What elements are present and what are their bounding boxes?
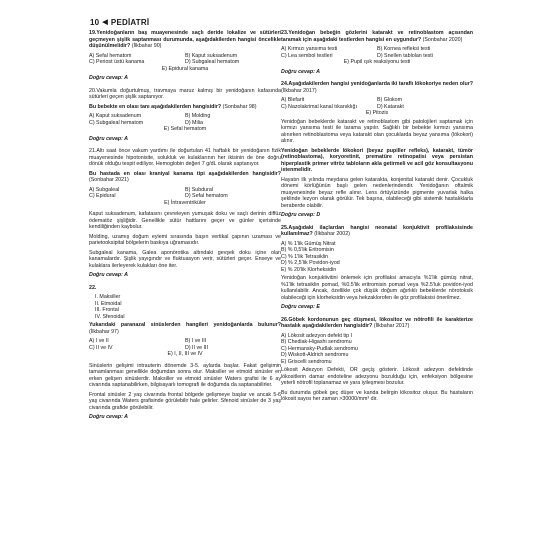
options: [281, 333, 473, 366]
page-header: [90, 16, 500, 28]
option-e: E) Griscelli sendromu: [281, 358, 332, 365]
options: [89, 53, 281, 73]
option-c: C) Subgaleal hematom: [89, 119, 144, 126]
question-text: Bu hastada en olası kraniyal kanama tipi aşağıdakilerden hangisidir?: [89, 170, 281, 177]
list-item: IV. Sfenoidal: [95, 313, 125, 320]
option-b: B) Kornea refleksi testi: [377, 46, 431, 52]
question-source: (İlkbahar 90): [131, 43, 162, 49]
option-d: D) % 2,5'lik Povidon-iyod: [281, 260, 340, 266]
question-text: 23.Yenidoğan bebeğin gözlerini katarakt ve retinoblastom açısından taramak için aşağıdaki testlerden hangisi en uygundur?: [281, 30, 473, 43]
explanation-paragraph: Yenidoğan konjuktivitini önlemek için profilaksi amacıyla %1'lik gümüş nitrat, %1'lik tetrasiklin pomad, %0.5'lik eritromisin pomad veya %2.5'luk povidon-iyod kullanılabilir. Ancak, özellikle çok düşük doğum ağırlıklı bebeklerde nörotoksik olabileceği için klorheksidin veya hekzaklorofen ile göz profilaksisi önerilmez.: [281, 275, 473, 301]
question-24: [281, 81, 473, 219]
correct-answer: Doğru cevap: E: [281, 304, 320, 310]
option-b: B) Subdural: [185, 186, 213, 193]
correct-answer: Doğru cevap: A: [89, 272, 128, 278]
question-source: (İlkbahar 97): [89, 328, 119, 335]
option-d: D) Subgaleal hematom: [185, 59, 240, 65]
question-21: [89, 148, 281, 206]
section-title: PEDİATRİ: [110, 17, 150, 27]
option-a: A) % 1'lik Gümüş Nitrat: [281, 240, 336, 247]
question-source: (İlkbahar 2017): [373, 323, 410, 329]
option-a: A) Kaput suksadenum: [89, 113, 142, 119]
explanation-paragraph: Frontal sinüsler 2 yaş civarında frontal bölgede gelişmeye başlar ve ancak 5-6 yaş civarında Waters grafisinde görülebilir hale gelirler. Sfenoid sinüsler de 3 yaş civarında grafide görülebilir.: [89, 391, 281, 411]
correct-answer: Doğru cevap: D: [281, 212, 321, 218]
question-source: (Sonbahar 2020): [422, 36, 463, 43]
explanation-paragraph: Subgaleal kanama, Galea aponörotika altındaki gevşek doku içine olan kanamalardır. Şişlik yayıgındır ve fluktuasyon verir, sütürleri geçer. Enseye ve kulaklara ilerleyerek kulakları öne iter.: [89, 249, 281, 269]
question-intro: 20.Vakumla doğurtulmuş, travmaya maruz kalmış bir yenidoğanın kafasında sütürleri geçen şişlik saptanıyor.: [89, 87, 281, 100]
option-b: B) Molding: [185, 113, 211, 119]
question-text: Bu bebekte en olası tanı aşağıdakilerden hangisidir?: [89, 103, 222, 110]
explanation-paragraph: Kaput suksadenum, kafatasını çevreleyen yumuşak doku ve saçlı derinin diffüz ödematöz şişliğidir. Genellikle sütür hattlarını geçer ve günler içerisinde kendiliğinden kaybolur.: [89, 211, 281, 230]
question-source: (İlkbahar 2017): [281, 87, 317, 94]
left-column: [89, 30, 281, 427]
question-text: 25.Aşağıdaki ilaçlardan hangisi neonatal konjuktivit profilaksisinde kullanılmaz?: [281, 224, 473, 237]
explanation-21: [89, 211, 281, 279]
correct-answer: Doğru cevap: A: [89, 75, 128, 81]
option-d: D) Katarakt: [377, 103, 404, 110]
question-text: 24.Aşağıdakilerden hangisi yenidoğanlarda iki taraflı lökokoriye neden olur?: [281, 81, 473, 87]
explanation-paragraph: Yenidoğan bebeklerde katarakt ve retinoblastom gibi patolojileri saptamak için kırmızı yansıma testi ile tarama yapılır. Sağlıklı bir bebekte kırmızı yansıma alınırken retinoblastoma veya katarakt olan çocuklarda beyaz yansıma (lökokori) alınır.: [281, 118, 473, 144]
option-c: C) Periost üstü kanama: [89, 59, 145, 65]
option-b: B) Glokom: [377, 97, 403, 103]
sinus-list: [89, 294, 281, 320]
question-text: Yukarıdaki paranazal sinüslerden hangileri yenidoğanlarda bulunur?: [89, 322, 281, 328]
options: [89, 113, 281, 133]
question-25: [281, 225, 473, 311]
option-e: E) İntraventriküler: [164, 199, 206, 206]
explanation-paragraph: Bu durumda göbek geç düşer ve kanda belirgin lökositoz oluşur. Bu hastaların lökosit sayısı her zaman >30000/mm³ dir.: [281, 389, 473, 402]
options: [89, 338, 281, 358]
option-c: C) Lea sembol testleri: [281, 52, 333, 59]
option-d: D) Sefal hematom: [185, 193, 228, 199]
question-intro: 21.Altı saat önce vakum yardımı ile doğurtulan 41 haftalık bir yenidoğanın fizik muayenesinde hipotonisite, solukluk ve kulaklarının her ikisinin de öne doğru dönük olduğu tespit ediliyor. Hemoglobin değeri 7 g/dL olarak saptanıyor.: [89, 148, 281, 167]
question-text: 26.Göbek kordonunun geç düşmesi, lökositoz ve nötrofili ile karakterize hastalık aşağıdakilerden hangisidir?: [281, 316, 473, 329]
list-item: I. Maksiller: [95, 294, 121, 300]
option-b: B) Chediak-Higashi sendromu: [281, 339, 352, 345]
explanation-22: [89, 363, 281, 421]
option-a: A) Lökosit adezyon defekt tip I: [281, 332, 352, 339]
option-d: D) Snellen tablolan testi: [377, 52, 433, 59]
right-column: [281, 30, 473, 408]
option-e: E) % 20'lik Klorheksidin: [281, 266, 337, 273]
option-a: A) Kırmızı yansıma testi: [281, 46, 338, 52]
option-c: C) % 1'lik Tetrasiklin: [281, 253, 329, 260]
options: [281, 241, 473, 274]
question-text: 19.Yenidoğanların baş muayenesinde saçlı deride lokalize ve sütürleri geçmeyen şişlik saptanması durumunda, aşağıdakilerden hangisi öncelikle düşünülmelidir?: [89, 30, 281, 49]
correct-answer: Doğru cevap: A: [89, 135, 128, 142]
arrow-icon: ◀: [102, 19, 108, 26]
option-d: D) II ve III: [185, 344, 208, 351]
question-22: [89, 285, 281, 358]
question-26: [281, 317, 473, 403]
question-20: [89, 88, 281, 143]
option-c: C) Epidural: [89, 193, 116, 199]
question-19: [89, 30, 281, 82]
option-e: E) Pitozis: [365, 110, 389, 116]
explanation-paragraph: Lökosit Adezyon Defekti, OR geçiş gösterir. Lökosit adezyon defektinde lökositlerin damar endoteline adezyonu bozulduğu için, enfeksiyon bölgesine yeterli nötrofil toplanamaz ve yara iyileşmesi bozulur.: [281, 367, 473, 386]
page-number: 10: [90, 17, 100, 27]
correct-answer: Doğru cevap: A: [281, 68, 320, 75]
option-c: C) Nazolakrimal kanal tıkanıklığı: [281, 103, 357, 110]
question-source: (Sonbahar 98): [222, 103, 257, 110]
option-d: D) Wiskott-Aldrich sendromu: [281, 352, 349, 358]
explanation-paragraph: Yenidoğan bebeklerde lökokori (beyaz pupiller refleks), katarakt, tümör (retinoblastoma), koryoretinit, prematüre retinopatisi veya persistan hiperplastik primer vitröz tabloların akla getirmeli ve acil göz konsultasyonu istenmelidir.: [281, 147, 473, 173]
explanation-paragraph: Hayatın ilk yılında meydana gelen katarakta, konjenital katarakt denir. Çocukluk dönemi körlüğünün başlı gelen nedenlerindendir. Yenidoğanın oftalmik muayenesinde beyaz refle alınır. Lens örtüyüzünde pigmente yuvarlak halka şeklinde lezyon olarak görülür. Tek başına, olabileceği gibi sistemik hastalıklarla beraberde olabilir.: [281, 176, 473, 209]
option-b: B) Kaput suksadenum: [185, 52, 238, 59]
option-b: B) % 0,5'lik Eritromisin: [281, 247, 334, 253]
option-a: A) Subgaleal: [89, 186, 120, 193]
question-source: (Sonbahar 2021): [89, 177, 129, 183]
question-number: 22.: [89, 284, 97, 291]
options: [281, 97, 473, 117]
option-d: D) Milia: [185, 119, 203, 126]
option-e: E) Sefal hematom: [163, 126, 207, 132]
option-e: E) Epidural kanama: [161, 65, 209, 72]
option-e: E) I, II, III ve IV: [167, 351, 203, 357]
option-c: C) Hermansky-Pudlak sendromu: [281, 345, 358, 352]
explanation-paragraph: Molding, uzamış doğum eylemi sırasında başın vertikal çapının uzaması ve parietooksipital bölgelerin baskıya uğramasıdır.: [89, 233, 281, 246]
list-item: III. Frontal: [95, 307, 119, 313]
list-item: II. Etmoidal: [95, 300, 122, 307]
option-a: A) I ve II: [89, 338, 109, 344]
option-c: C) II ve IV: [89, 344, 113, 351]
explanation-paragraph: Sinüslerin gelişimi intrauterin dönemde 3-5. aylarda başlar. Fakat gelişimin tamamlanması genellikle doğumdan sonra olur. Maksiller ve etmoid sinüsler en erken gelişen sinüslerdir. Maksiller ve etmoid sinüsler Waters grafisi ile 6 ay civarında saptanabilirken, bilgisayarlı tomografi ile doğumda da saptanabilirler.: [89, 362, 281, 388]
question-23: [281, 30, 473, 75]
option-e: E) Pupil ışık reaksiyonu testi: [343, 59, 411, 65]
question-source: (İlkbahar 2002): [314, 231, 350, 237]
options: [281, 46, 473, 66]
option-b: B) I ve III: [185, 338, 207, 344]
options: [89, 187, 281, 207]
option-a: A) Blefarit: [281, 97, 305, 103]
option-a: A) Sefal hematom: [89, 52, 132, 59]
correct-answer: Doğru cevap: A: [89, 414, 128, 420]
